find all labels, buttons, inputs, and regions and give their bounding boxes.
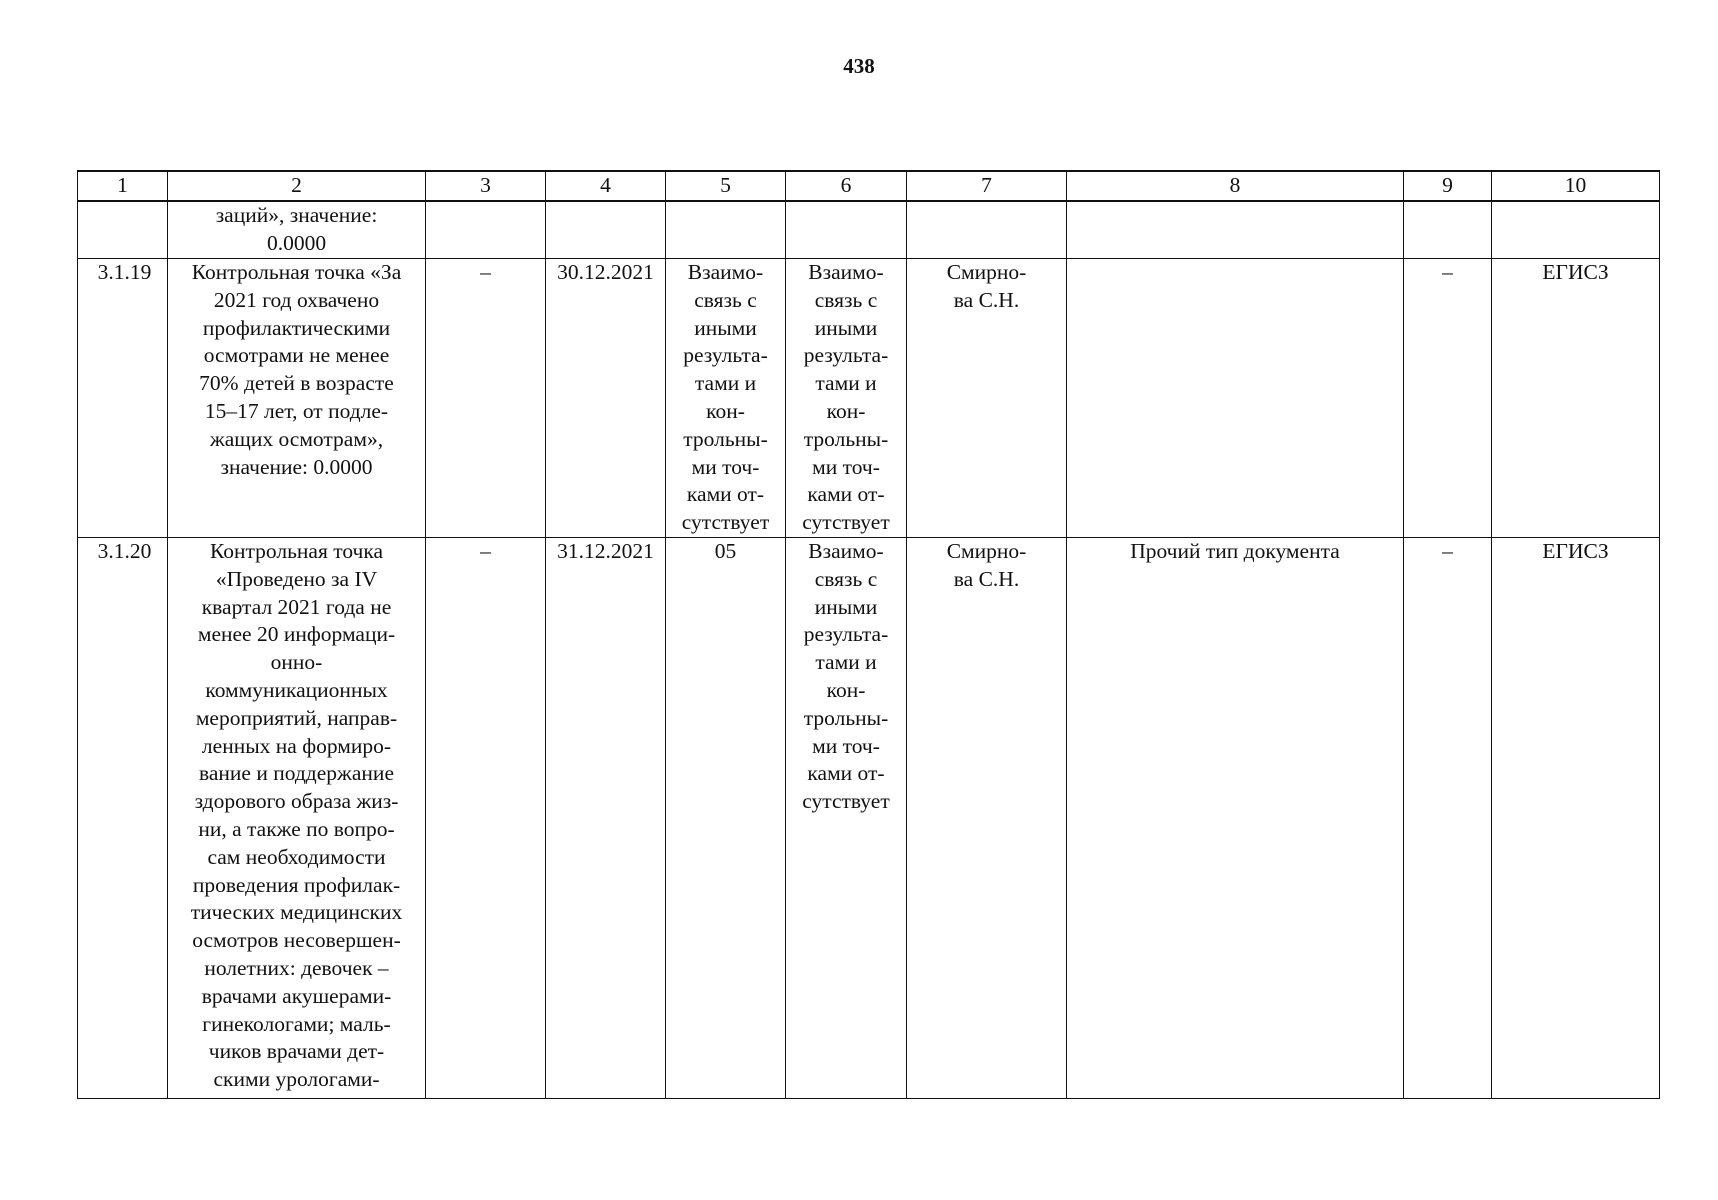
column-header: 9 — [1404, 171, 1492, 201]
table-cell — [907, 259, 1067, 538]
table-cell — [786, 201, 907, 259]
cell-dash: – — [480, 260, 491, 284]
column-header: 5 — [666, 171, 786, 201]
cell-description: Контрольная точка «Проведено за IV квартал 2021 года не менее 20 информаци- онно- коммуникационных мероприятий, направ- ленных на формиро- вание и поддержание здорового образа жиз- ни, а также по вопро- сам необходимости проведения профилак- тических медицинских осмотров несовершен- нолетних: девочек – врачами акушерами- гинекологами; маль- чиков врачами дет- скими урологами- — [190, 539, 403, 1092]
table-row — [78, 259, 1660, 538]
cell-date: 30.12.2021 — [557, 260, 654, 284]
cell-dash: – — [1442, 260, 1453, 284]
table-cell — [1067, 259, 1404, 538]
table-row — [78, 538, 1660, 1099]
cell-dash: – — [480, 539, 491, 563]
table-cell — [1492, 201, 1660, 259]
column-header: 1 — [78, 171, 168, 201]
table-cell — [1492, 538, 1660, 1099]
table-cell — [786, 259, 907, 538]
cell-system: ЕГИСЗ — [1542, 539, 1609, 563]
table-cell — [1404, 538, 1492, 1099]
cell-relation: Взаимо- связь с иными результа- тами и кон- трольны- ми точ- ками от- сутствует — [802, 260, 890, 535]
cell-responsible: Смирно- ва С.Н. — [946, 539, 1027, 591]
table-cell — [168, 538, 426, 1099]
cell-description: заций», значение: 0.0000 — [215, 203, 378, 255]
cell-responsible: Смирно- ва С.Н. — [946, 260, 1027, 312]
cell-date: 31.12.2021 — [557, 539, 654, 563]
table-cell — [1492, 259, 1660, 538]
cell-number: 3.1.20 — [97, 539, 152, 563]
table-cell — [168, 259, 426, 538]
column-header: 10 — [1492, 171, 1660, 201]
table-cell — [907, 538, 1067, 1099]
table-cell — [426, 259, 546, 538]
table-cell — [666, 259, 786, 538]
cell-dash: – — [1442, 539, 1453, 563]
table-cell — [666, 201, 786, 259]
table-cell — [426, 538, 546, 1099]
cell-number: 3.1.19 — [97, 260, 152, 284]
cell-system: ЕГИСЗ — [1542, 260, 1609, 284]
cell-relation: Взаимо- связь с иными результа- тами и кон- трольны- ми точ- ками от- сутствует — [681, 260, 770, 535]
table-cell — [907, 201, 1067, 259]
table-cell — [78, 201, 168, 259]
table-cell — [78, 538, 168, 1099]
column-header: 4 — [546, 171, 666, 201]
table-cell — [78, 259, 168, 538]
table-header-row — [78, 171, 1660, 201]
table-cell — [168, 201, 426, 259]
table-cell — [1067, 538, 1404, 1099]
table-row — [78, 201, 1660, 259]
cell-document-type: Прочий тип документа — [1130, 539, 1340, 563]
column-header: 2 — [168, 171, 426, 201]
column-header: 8 — [1067, 171, 1404, 201]
table-cell — [426, 201, 546, 259]
cell-relation: Взаимо- связь с иными результа- тами и кон- трольны- ми точ- ками от- сутствует — [802, 539, 890, 814]
column-header: 6 — [786, 171, 907, 201]
document-table — [77, 170, 1660, 1099]
column-header: 3 — [426, 171, 546, 201]
table-cell — [546, 259, 666, 538]
table-cell — [546, 538, 666, 1099]
table-cell — [786, 538, 907, 1099]
column-header: 7 — [907, 171, 1067, 201]
table-cell — [1404, 201, 1492, 259]
table-cell — [666, 538, 786, 1099]
table-cell — [1067, 201, 1404, 259]
page-number: 438 — [843, 54, 875, 78]
table-cell — [1404, 259, 1492, 538]
cell-code: 05 — [714, 539, 737, 563]
cell-description: Контрольная точка «За 2021 год охвачено профилактическими осмотрами не менее 70% детей в возрасте 15–17 лет, от подле- жащих осмотрам», значение: 0.0000 — [191, 260, 402, 479]
table-cell — [546, 201, 666, 259]
